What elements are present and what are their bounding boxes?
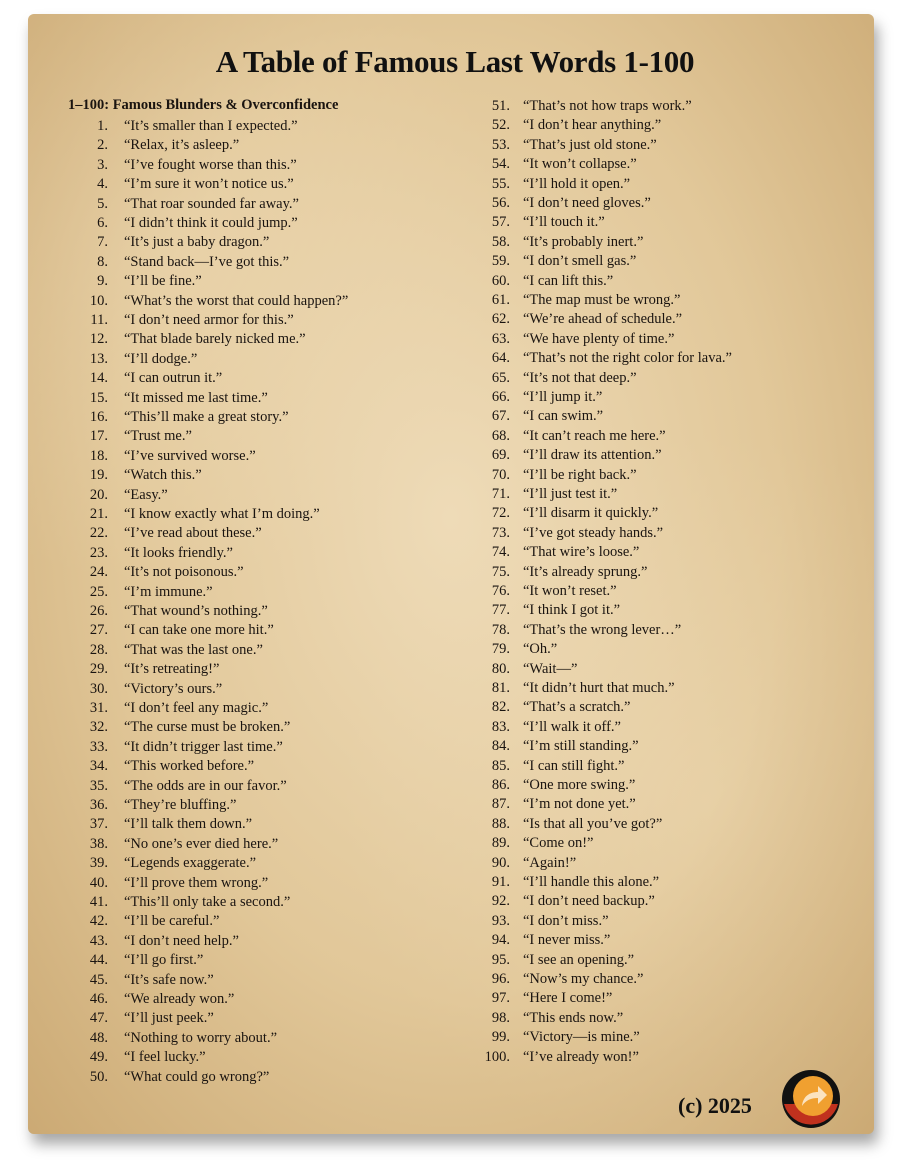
item-quote: “Is that all you’ve got?” [523, 815, 663, 832]
item-number: 18. [89, 447, 108, 464]
item-number: 31. [89, 700, 108, 716]
item-quote: “It’s already sprung.” [523, 563, 648, 580]
item-number: 93. [491, 912, 510, 929]
item-number: 45. [89, 971, 108, 988]
item-number: 68. [491, 427, 510, 444]
item-quote: “I don’t smell gas.” [523, 253, 637, 270]
item-quote: “I don’t need help.” [124, 932, 239, 949]
item-number: 5. [97, 195, 108, 212]
item-number: 53. [491, 136, 510, 153]
item-number: 88. [491, 815, 510, 832]
item-number: 63. [491, 330, 510, 347]
item-number: 83. [491, 718, 510, 735]
item-number: 27. [89, 622, 108, 639]
item-quote: “I’ll jump it.” [523, 389, 603, 405]
item-quote: “It didn’t trigger last time.” [124, 738, 283, 755]
item-number: 59. [491, 253, 510, 270]
item-quote: “I can swim.” [523, 408, 604, 425]
item-quote: “I can still fight.” [523, 757, 625, 774]
item-quote: “It’s not poisonous.” [124, 564, 244, 581]
item-number: 90. [491, 854, 510, 871]
item-quote: “It’s probably inert.” [523, 233, 644, 250]
item-quote: “I’m not done yet.” [523, 796, 636, 813]
item-number: 36. [89, 797, 108, 813]
item-quote: “That’s not the right color for lava.” [523, 350, 732, 367]
item-number: 69. [491, 447, 510, 464]
item-number: 19. [89, 467, 108, 484]
item-quote: “The map must be wrong.” [523, 292, 681, 308]
item-quote: “I’ll talk them down.” [124, 816, 253, 833]
item-number: 14. [89, 370, 108, 387]
item-quote: “I don’t need backup.” [523, 893, 655, 910]
item-quote: “I can outrun it.” [124, 370, 223, 387]
item-quote: “I’ll be careful.” [124, 913, 220, 930]
item-number: 3. [97, 156, 108, 173]
item-quote: “I’m still standing.” [523, 738, 639, 755]
item-number: 97. [491, 990, 510, 1007]
item-quote: “It looks friendly.” [124, 544, 233, 561]
item-number: 99. [491, 1029, 510, 1046]
item-quote: “I’ll just peek.” [124, 1010, 214, 1027]
item-number: 40. [89, 874, 108, 891]
item-quote: “I see an opening.” [523, 951, 635, 968]
item-number: 15. [89, 389, 108, 406]
item-number: 62. [491, 311, 510, 328]
item-number: 23. [89, 544, 108, 561]
item-quote: “That’s the wrong lever…” [523, 621, 682, 638]
item-quote: “It won’t collapse.” [523, 156, 637, 173]
item-quote: “Here I come!” [523, 990, 613, 1007]
item-number: 8. [97, 253, 108, 270]
item-number: 46. [89, 991, 108, 1007]
item-quote: “I’m immune.” [124, 583, 213, 600]
item-quote: “Easy.” [124, 486, 168, 503]
item-number: 74. [491, 544, 510, 561]
item-quote: “Trust me.” [124, 428, 192, 445]
item-quote: “I don’t need armor for this.” [124, 312, 294, 328]
item-number: 51. [491, 98, 510, 114]
item-quote: “I’ve fought worse than this.” [124, 156, 297, 173]
item-quote: “Victory—is mine.” [523, 1029, 640, 1046]
item-number: 49. [89, 1049, 108, 1066]
item-number: 28. [89, 641, 108, 658]
item-number: 61. [491, 292, 510, 308]
item-quote: “Nothing to worry about.” [124, 1029, 278, 1046]
item-number: 33. [89, 738, 108, 755]
item-number: 1. [97, 118, 108, 134]
item-number: 72. [491, 505, 510, 522]
item-number: 38. [89, 835, 108, 852]
item-number: 64. [491, 350, 510, 367]
item-quote: “I don’t hear anything.” [523, 117, 662, 134]
item-number: 22. [89, 525, 108, 542]
item-quote: “It’s just a baby dragon.” [124, 234, 270, 251]
item-number: 12. [89, 331, 108, 348]
item-number: 42. [89, 913, 108, 930]
item-quote: “We’re ahead of schedule.” [523, 311, 683, 328]
item-quote: “We already won.” [124, 991, 235, 1007]
item-number: 2. [97, 137, 108, 154]
item-quote: “I’ll disarm it quickly.” [523, 505, 659, 522]
item-number: 13. [89, 350, 108, 367]
item-quote: “Come on!” [523, 835, 594, 852]
item-number: 77. [491, 602, 510, 619]
item-number: 29. [89, 661, 108, 678]
item-quote: “I’ll touch it.” [523, 214, 605, 231]
item-number: 89. [491, 835, 510, 852]
item-number: 87. [491, 796, 510, 813]
item-quote: “I’ll walk it off.” [523, 718, 621, 735]
item-number: 43. [89, 932, 108, 949]
item-number: 82. [491, 699, 510, 716]
item-quote: “Wait—” [523, 660, 578, 677]
copyright-text: (c) 2025 [678, 1093, 752, 1118]
item-quote: “I can lift this.” [523, 272, 614, 289]
item-number: 75. [491, 563, 510, 580]
item-quote: “We have plenty of time.” [523, 330, 675, 347]
item-number: 60. [491, 272, 510, 289]
item-quote: “I’ll hold it open.” [523, 175, 631, 192]
item-number: 91. [491, 874, 510, 890]
item-quote: “This ends now.” [523, 1009, 624, 1026]
item-number: 44. [89, 952, 108, 969]
item-number: 34. [89, 758, 108, 775]
item-quote: “It missed me last time.” [124, 389, 268, 406]
item-quote: “Oh.” [523, 641, 558, 658]
item-number: 92. [491, 893, 510, 910]
item-number: 10. [89, 292, 108, 309]
item-number: 7. [97, 234, 108, 251]
item-number: 66. [491, 389, 510, 405]
item-quote: “Watch this.” [124, 467, 202, 484]
item-number: 71. [491, 486, 510, 502]
item-quote: “Victory’s ours.” [124, 680, 223, 697]
item-quote: “I’ve survived worse.” [124, 447, 256, 464]
item-quote: “The odds are in our favor.” [124, 777, 287, 794]
section-heading: 1–100: Famous Blunders & Overconfidence [68, 97, 339, 113]
item-quote: “I know exactly what I’m doing.” [124, 506, 320, 522]
item-quote: “This worked before.” [124, 758, 255, 775]
item-number: 50. [89, 1068, 108, 1085]
item-quote: “This’ll only take a second.” [124, 894, 291, 910]
item-number: 80. [491, 660, 510, 677]
item-quote: “It didn’t hurt that much.” [523, 680, 675, 696]
item-number: 81. [491, 680, 510, 696]
item-number: 32. [89, 719, 108, 736]
item-number: 24. [89, 564, 108, 581]
page-title: A Table of Famous Last Words 1-100 [215, 44, 695, 79]
item-quote: “No one’s ever died here.” [124, 835, 279, 852]
item-quote: “I don’t miss.” [523, 912, 609, 929]
item-quote: “I never miss.” [523, 932, 611, 949]
share-arrow-icon [780, 1068, 842, 1130]
item-quote: “That roar sounded far away.” [124, 195, 299, 212]
item-quote: “What could go wrong?” [124, 1068, 270, 1085]
item-number: 52. [491, 117, 510, 134]
item-quote: “I’ll prove them wrong.” [124, 874, 269, 891]
item-quote: “It can’t reach me here.” [523, 427, 666, 444]
item-quote: “Relax, it’s asleep.” [124, 137, 240, 154]
item-number: 67. [491, 408, 510, 425]
item-number: 86. [491, 777, 510, 793]
item-number: 57. [491, 214, 510, 231]
item-number: 98. [491, 1009, 510, 1026]
item-number: 95. [491, 951, 510, 968]
item-quote: “I’ll handle this alone.” [523, 874, 660, 890]
item-number: 37. [89, 816, 108, 833]
item-number: 100. [484, 1048, 510, 1065]
item-quote: “They’re bluffing.” [124, 797, 237, 813]
item-quote: “I can take one more hit.” [124, 622, 274, 639]
item-quote: “I don’t need gloves.” [523, 195, 651, 211]
item-number: 9. [97, 273, 108, 290]
item-number: 25. [89, 583, 108, 600]
item-number: 39. [89, 855, 108, 872]
item-quote: “I’ll draw its attention.” [523, 447, 662, 464]
item-number: 70. [491, 466, 510, 483]
item-number: 6. [97, 215, 108, 231]
item-number: 48. [89, 1029, 108, 1046]
item-number: 41. [89, 894, 108, 910]
item-quote: “It’s safe now.” [124, 971, 214, 988]
item-quote: “That wound’s nothing.” [124, 603, 268, 619]
item-number: 94. [491, 932, 510, 949]
item-quote: “I’ll be fine.” [124, 273, 202, 290]
item-quote: “That’s just old stone.” [523, 136, 657, 153]
item-number: 76. [491, 583, 510, 599]
item-quote: “I’ll go first.” [124, 952, 204, 969]
item-quote: “Now’s my chance.” [523, 971, 644, 987]
item-quote: “Stand back—I’ve got this.” [124, 253, 290, 270]
item-number: 35. [89, 777, 108, 794]
item-quote: “That blade barely nicked me.” [124, 331, 306, 348]
item-quote: “That wire’s loose.” [523, 544, 640, 561]
item-quote: “Again!” [523, 854, 577, 871]
item-number: 16. [89, 409, 108, 425]
item-number: 85. [491, 757, 510, 774]
item-quote: “It won’t reset.” [523, 583, 617, 599]
item-quote: “I don’t feel any magic.” [124, 700, 269, 716]
item-quote: “It’s not that deep.” [523, 369, 637, 386]
item-quote: “I’ve already won!” [523, 1048, 639, 1065]
item-number: 73. [491, 524, 510, 541]
item-number: 55. [491, 175, 510, 192]
item-quote: “That’s a scratch.” [523, 699, 631, 716]
item-number: 96. [491, 971, 510, 987]
item-quote: “I’ll be right back.” [523, 466, 637, 483]
item-number: 17. [89, 428, 108, 445]
item-quote: “I’ve read about these.” [124, 525, 262, 542]
item-number: 78. [491, 621, 510, 638]
item-quote: “It’s smaller than I expected.” [124, 118, 298, 134]
item-quote: “The curse must be broken.” [124, 719, 291, 736]
item-number: 11. [90, 312, 108, 328]
item-number: 21. [89, 506, 108, 522]
item-quote: “That’s not how traps work.” [523, 98, 692, 114]
item-number: 20. [89, 486, 108, 503]
item-number: 79. [491, 641, 510, 658]
item-quote: “One more swing.” [523, 777, 636, 793]
item-number: 4. [97, 176, 108, 193]
item-number: 65. [491, 369, 510, 386]
item-number: 58. [491, 233, 510, 250]
item-quote: “I’ve got steady hands.” [523, 524, 664, 541]
item-quote: “That was the last one.” [124, 641, 263, 658]
item-quote: “Legends exaggerate.” [124, 855, 257, 872]
item-number: 30. [89, 680, 108, 697]
item-quote: “I feel lucky.” [124, 1049, 206, 1066]
item-quote: “I think I got it.” [523, 602, 621, 619]
item-number: 84. [491, 738, 510, 755]
item-quote: “This’ll make a great story.” [124, 409, 289, 425]
item-quote: “What’s the worst that could happen?” [124, 292, 349, 309]
item-quote: “I’ll dodge.” [124, 350, 198, 367]
item-number: 47. [89, 1010, 108, 1027]
item-number: 54. [491, 156, 510, 173]
item-number: 26. [89, 603, 108, 619]
item-quote: “It’s retreating!” [124, 661, 220, 678]
item-quote: “I didn’t think it could jump.” [124, 215, 298, 231]
item-number: 56. [491, 195, 510, 211]
item-quote: “I’m sure it won’t notice us.” [124, 176, 294, 193]
item-quote: “I’ll just test it.” [523, 486, 618, 502]
